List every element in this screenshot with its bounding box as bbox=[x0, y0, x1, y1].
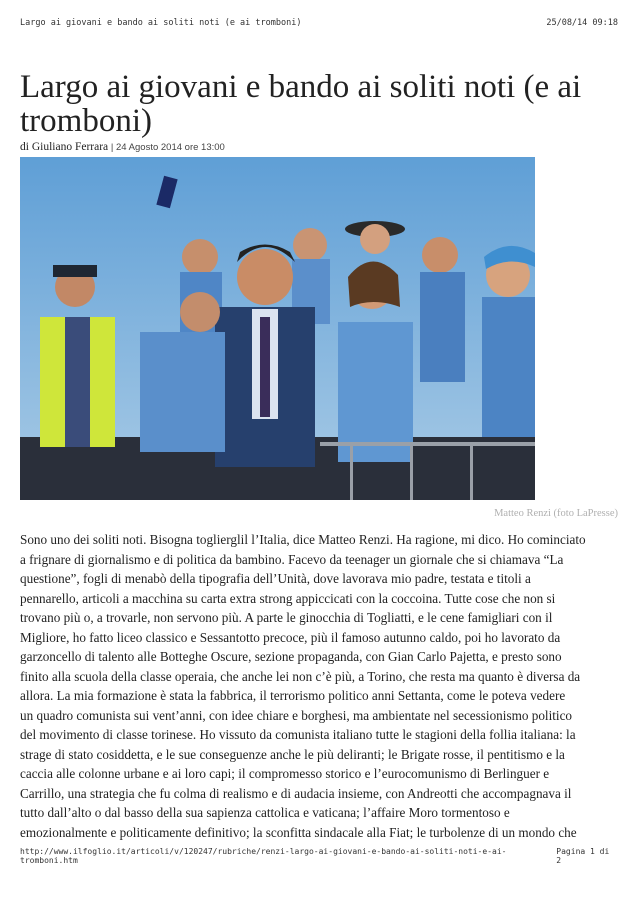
article-photo bbox=[20, 157, 535, 500]
print-header-title: Largo ai giovani e bando ai soliti noti (e ai tromboni) bbox=[20, 18, 302, 28]
print-header bbox=[20, 18, 618, 28]
photo-caption: Matteo Renzi (foto LaPresse) bbox=[494, 508, 618, 519]
source-url[interactable]: http://www.ilfoglio.it/articoli/v/120247/rubriche/renzi-largo-ai-giovani-e-bando-ai-soliti-noti-e-ai-tromboni.htm bbox=[20, 847, 507, 865]
body-line: caccia alle colonne urbane e ai loro capi; il compromesso storico e l’eurocomunismo di Berlinguer e bbox=[20, 766, 550, 781]
body-line: Migliore, ho fatto liceo classico e Sessantotto precoce, più il famoso autunno caldo, poi ho lavorato da bbox=[20, 629, 561, 645]
body-line: del movimento di classe torinese. Ho vissuto da comunista italiano tutte le stagioni della follia italiana: la bbox=[20, 727, 576, 742]
body-line: a frignare di giornalismo e di politica da bambino. Facevo da teenager un giornale che si chiamava “La bbox=[20, 551, 564, 567]
body-line: Sono uno dei soliti noti. Bisogna toglierglil l’Italia, dice Matteo Renzi. Ha ragione, mi dico. Ho cominciato bbox=[20, 532, 586, 547]
article-title: Largo ai giovani e bando ai soliti noti (e ai tromboni) bbox=[20, 69, 582, 139]
body-line: finito alla scuola della classe operaia, che anche lei non c’è più, a Torino, che resta ma quanto è diversa da bbox=[20, 668, 581, 684]
body-line: trovano più o, a trovarle, non servono più. A parte le ginocchia di Togliatti, e le cene famigliari con il bbox=[20, 610, 553, 625]
body-line: tutto dall’alto o dal basso della sua sapienza cattolica e vaticana; l’affaire Moro tormentoso e bbox=[20, 805, 510, 820]
body-line: strage di stato cosiddetta, e le sue conseguenze anche le più deliranti; le Brigate rosse, il pentitismo e la bbox=[20, 746, 565, 762]
page-number: Pagina 1 di 2 bbox=[556, 847, 610, 865]
byline bbox=[20, 141, 225, 153]
body-line: garzoncello di talento alle Botteghe Oscure, sezione propaganda, con Gian Carlo Pajetta, e presto sono bbox=[20, 649, 562, 664]
article-body bbox=[20, 530, 618, 842]
publish-date: | 24 Agosto 2014 ore 13:00 bbox=[110, 142, 225, 153]
body-line: emozionalmente e politicamente definitivo; la sconfitta sindacale alla Fiat; le turbolenze di un mondo che bbox=[20, 824, 577, 840]
print-header-datetime: 25/08/14 09:18 bbox=[546, 18, 618, 28]
body-line: pennarello, articoli a macchina su carta extra strong appiccicati con la coccoina. Tutte cose che non si bbox=[20, 590, 556, 606]
body-line: Carrillo, una strategia che fu colma di realismo e di audacia insieme, con Andreotti che accompagnava il bbox=[20, 785, 572, 801]
body-line: questione”, fogli di menabò della tipografia dell’Unità, dove lavorava mio padre, testata e titoli a bbox=[20, 571, 531, 586]
print-footer bbox=[20, 847, 618, 865]
body-line: allora. La mia formazione è stata la fabbrica, il terrorismo politico anni Settanta, come le poteva vedere bbox=[20, 688, 566, 703]
photo-illustration bbox=[20, 157, 535, 500]
body-line: un quadro comunista sui vent’anni, con idee chiare e borghesi, ma ambientate nel secessionismo politico bbox=[20, 707, 573, 723]
author-name: di Giuliano Ferrara bbox=[20, 141, 109, 153]
